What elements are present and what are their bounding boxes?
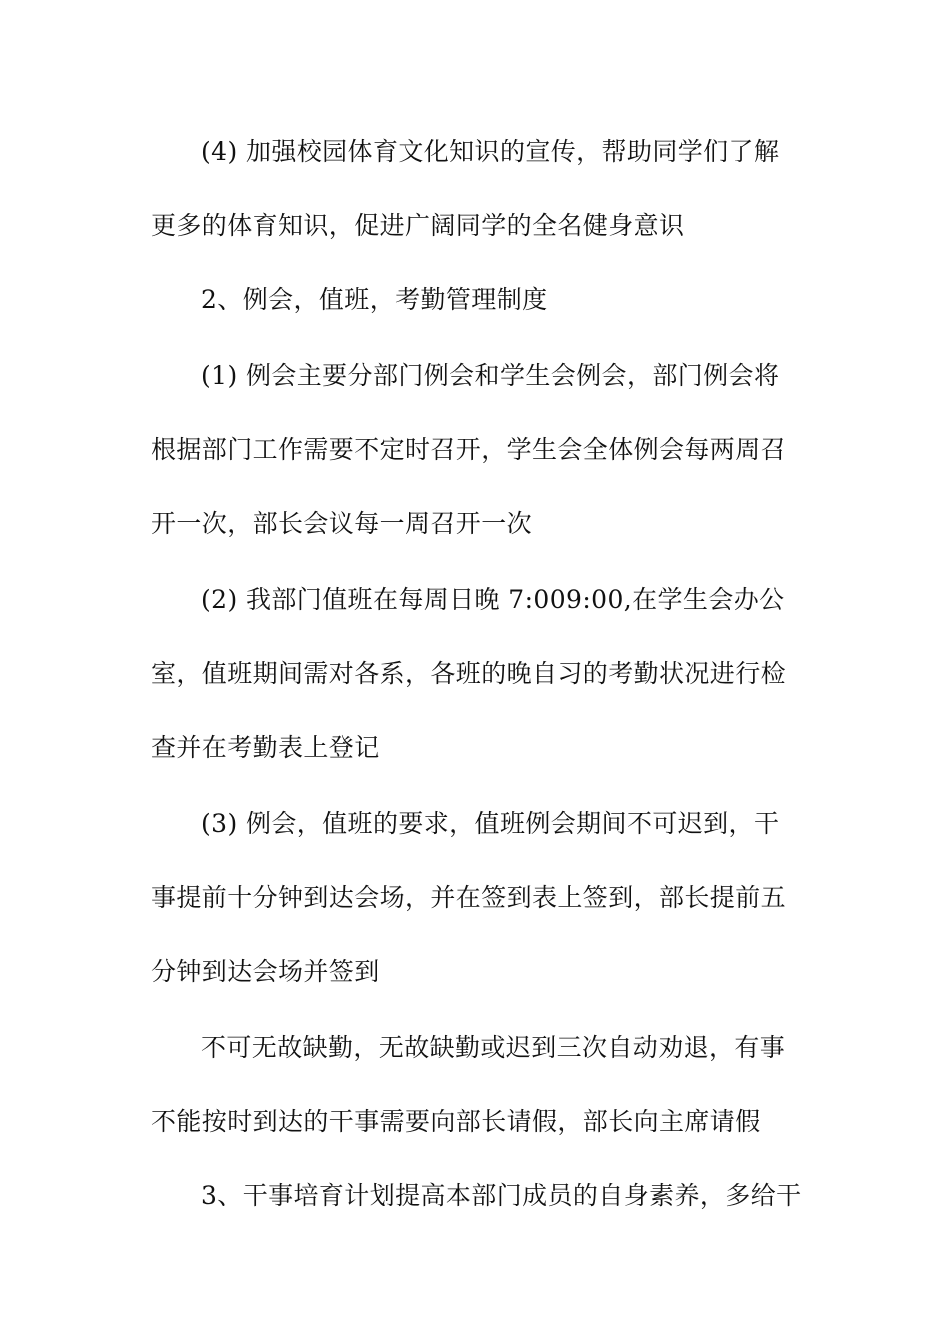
paragraph-line: 不可无故缺勤，无故缺勤或迟到三次自动劝退，有事 — [201, 1033, 786, 1062]
paragraph-line: (2) 我部门值班在每周日晚 7:009:00,在学生会办公 — [201, 585, 785, 614]
paragraph-line: 不能按时到达的干事需要向部长请假，部长向主席请假 — [151, 1107, 761, 1136]
section-heading: 2、例会，值班，考勤管理制度 — [201, 285, 548, 314]
paragraph-line: 更多的体育知识，促进广阔同学的全名健身意识 — [151, 211, 685, 240]
paragraph-line: (4) 加强校园体育文化知识的宣传，帮助同学们了解 — [201, 137, 780, 166]
paragraph-line: 根据部门工作需要不定时召开，学生会全体例会每两周召 — [151, 435, 787, 464]
paragraph-line: 查并在考勤表上登记 — [151, 733, 380, 762]
section-heading: 3、干事培育计划提高本部门成员的自身素养，多给干 — [201, 1181, 802, 1210]
paragraph-line: 事提前十分钟到达会场，并在签到表上签到，部长提前五 — [151, 883, 787, 912]
paragraph-line: 分钟到达会场并签到 — [151, 957, 380, 986]
paragraph-line: (1) 例会主要分部门例会和学生会例会，部门例会将 — [201, 361, 780, 390]
paragraph-line: 开一次，部长会议每一周召开一次 — [151, 509, 533, 538]
paragraph-line: (3) 例会，值班的要求，值班例会期间不可迟到，干 — [201, 809, 780, 838]
paragraph-line: 室，值班期间需对各系，各班的晚自习的考勤状况进行检 — [151, 659, 787, 688]
